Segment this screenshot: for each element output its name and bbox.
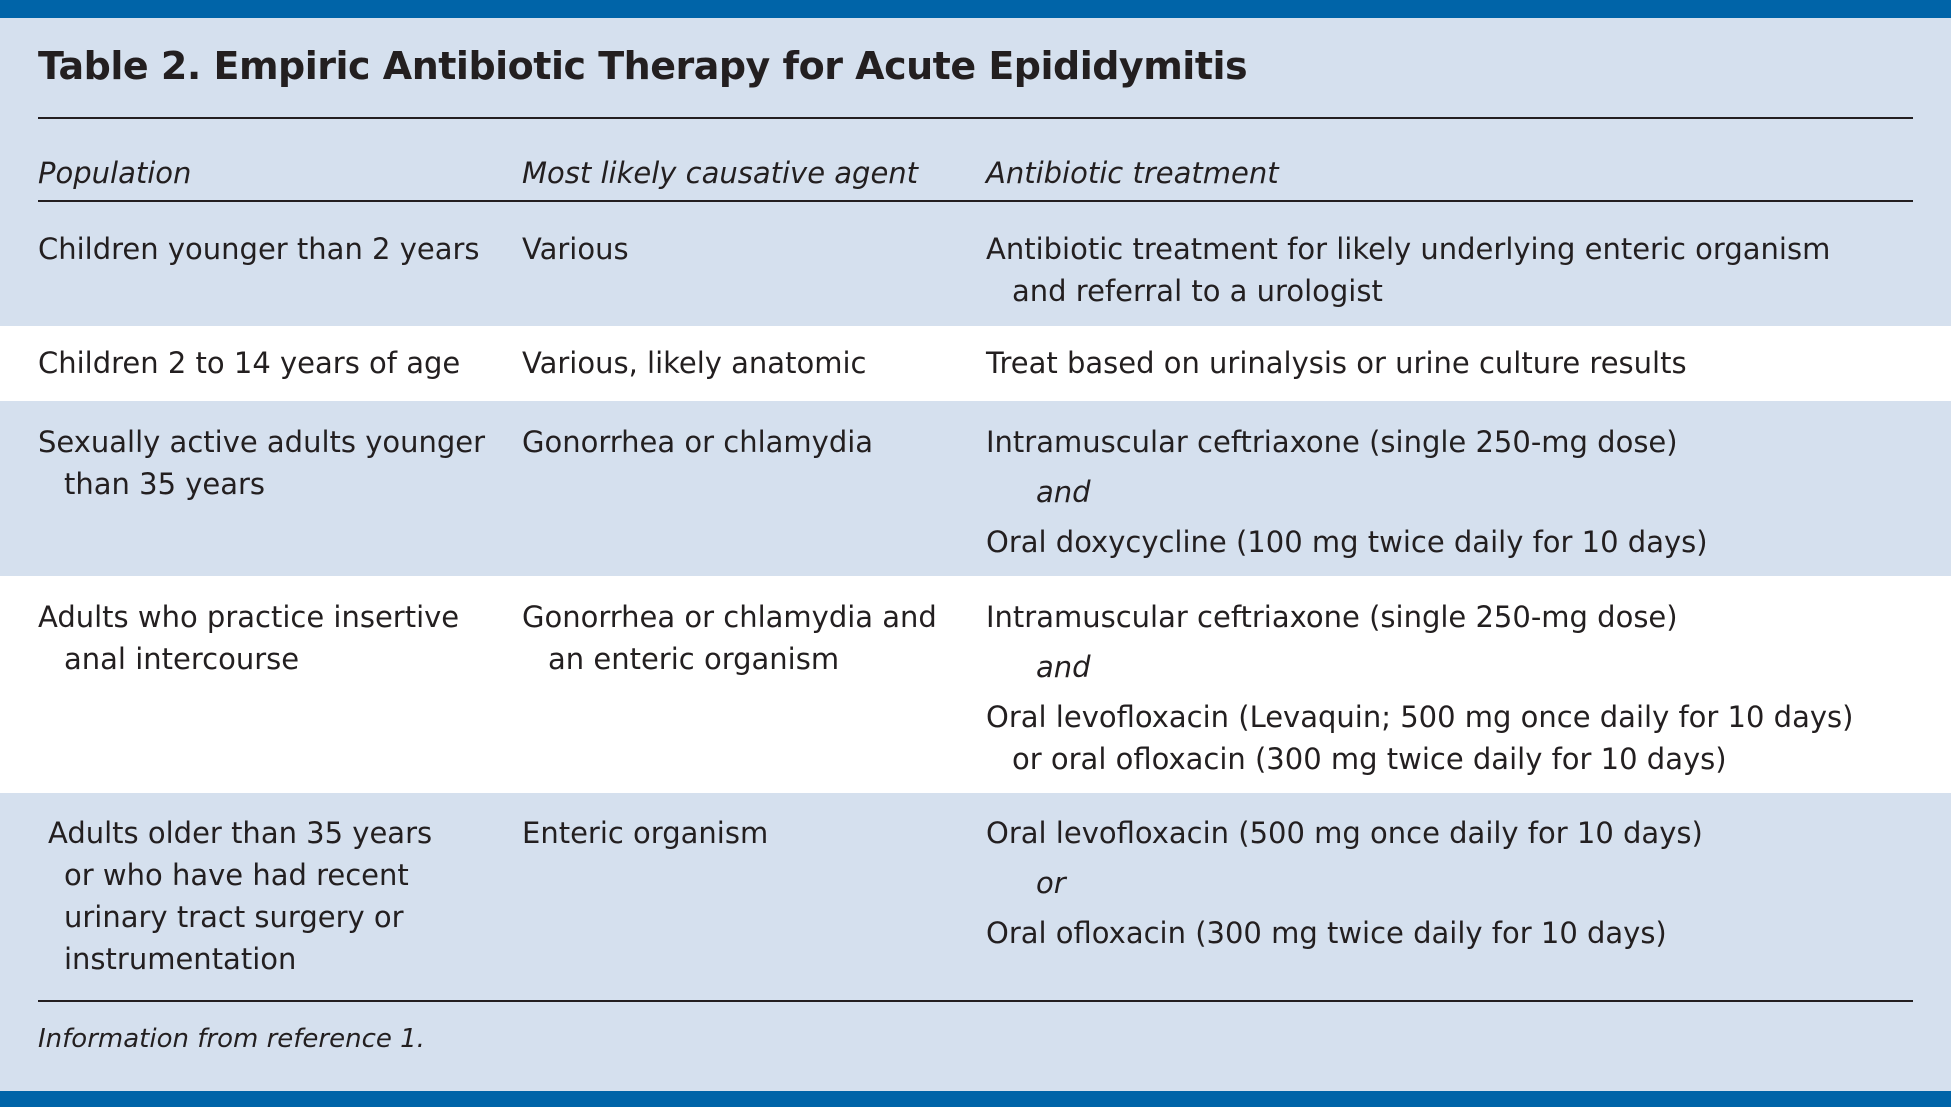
title-rule xyxy=(38,117,1913,119)
cell-population: Sexually active adults younger than 35 years xyxy=(38,425,486,501)
header-causative-agent: Most likely causative agent xyxy=(522,156,919,190)
table-bottom-rule xyxy=(38,1000,1913,1002)
source-footnote: Information from reference 1. xyxy=(38,1024,425,1054)
header-population: Population xyxy=(38,156,192,190)
cell-antibiotic-treatment: Intramuscular ceftriaxone (single 250-mg dose) and Oral doxycycline (100 mg twice daily for 10 days) xyxy=(986,425,1708,559)
table-row xyxy=(0,401,1951,576)
top-accent-bar xyxy=(0,0,1951,18)
table-row xyxy=(0,326,1951,401)
table-row xyxy=(0,576,1951,793)
bottom-accent-bar xyxy=(0,1091,1951,1107)
table-title: Table 2. Empiric Antibiotic Therapy for Acute Epididymitis xyxy=(38,44,1248,88)
cell-causative-agent: Gonorrhea or chlamydia xyxy=(522,425,874,459)
cell-causative-agent: Various, likely anatomic xyxy=(522,346,867,380)
cell-causative-agent: Various xyxy=(522,232,629,266)
table-row xyxy=(0,793,1951,999)
cell-population: Adults who practice insertive anal intercourse xyxy=(38,600,460,676)
cell-antibiotic-treatment: Oral levofloxacin (500 mg once daily for 10 days) or Oral ofloxacin (300 mg twice daily for 10 days) xyxy=(986,816,1703,950)
cell-population: Adults older than 35 years or who have had recent urinary tract surgery or instrumentation xyxy=(48,816,433,976)
cell-population: Children 2 to 14 years of age xyxy=(38,346,461,380)
header-antibiotic-treatment: Antibiotic treatment xyxy=(986,156,1279,190)
cell-causative-agent: Gonorrhea or chlamydia and an enteric organism xyxy=(522,600,937,676)
cell-antibiotic-treatment: Antibiotic treatment for likely underlying enteric organism and referral to a urologist xyxy=(986,232,1831,308)
table-row xyxy=(0,202,1951,326)
cell-causative-agent: Enteric organism xyxy=(522,816,769,850)
cell-antibiotic-treatment: Treat based on urinalysis or urine culture results xyxy=(986,346,1687,380)
cell-antibiotic-treatment: Intramuscular ceftriaxone (single 250-mg dose) and Oral levofloxacin (Levaquin; 500 mg once daily for 10 days) or oral ofloxacin (300 mg twice daily for 10 days) xyxy=(986,600,1854,776)
cell-population: Children younger than 2 years xyxy=(38,232,480,266)
